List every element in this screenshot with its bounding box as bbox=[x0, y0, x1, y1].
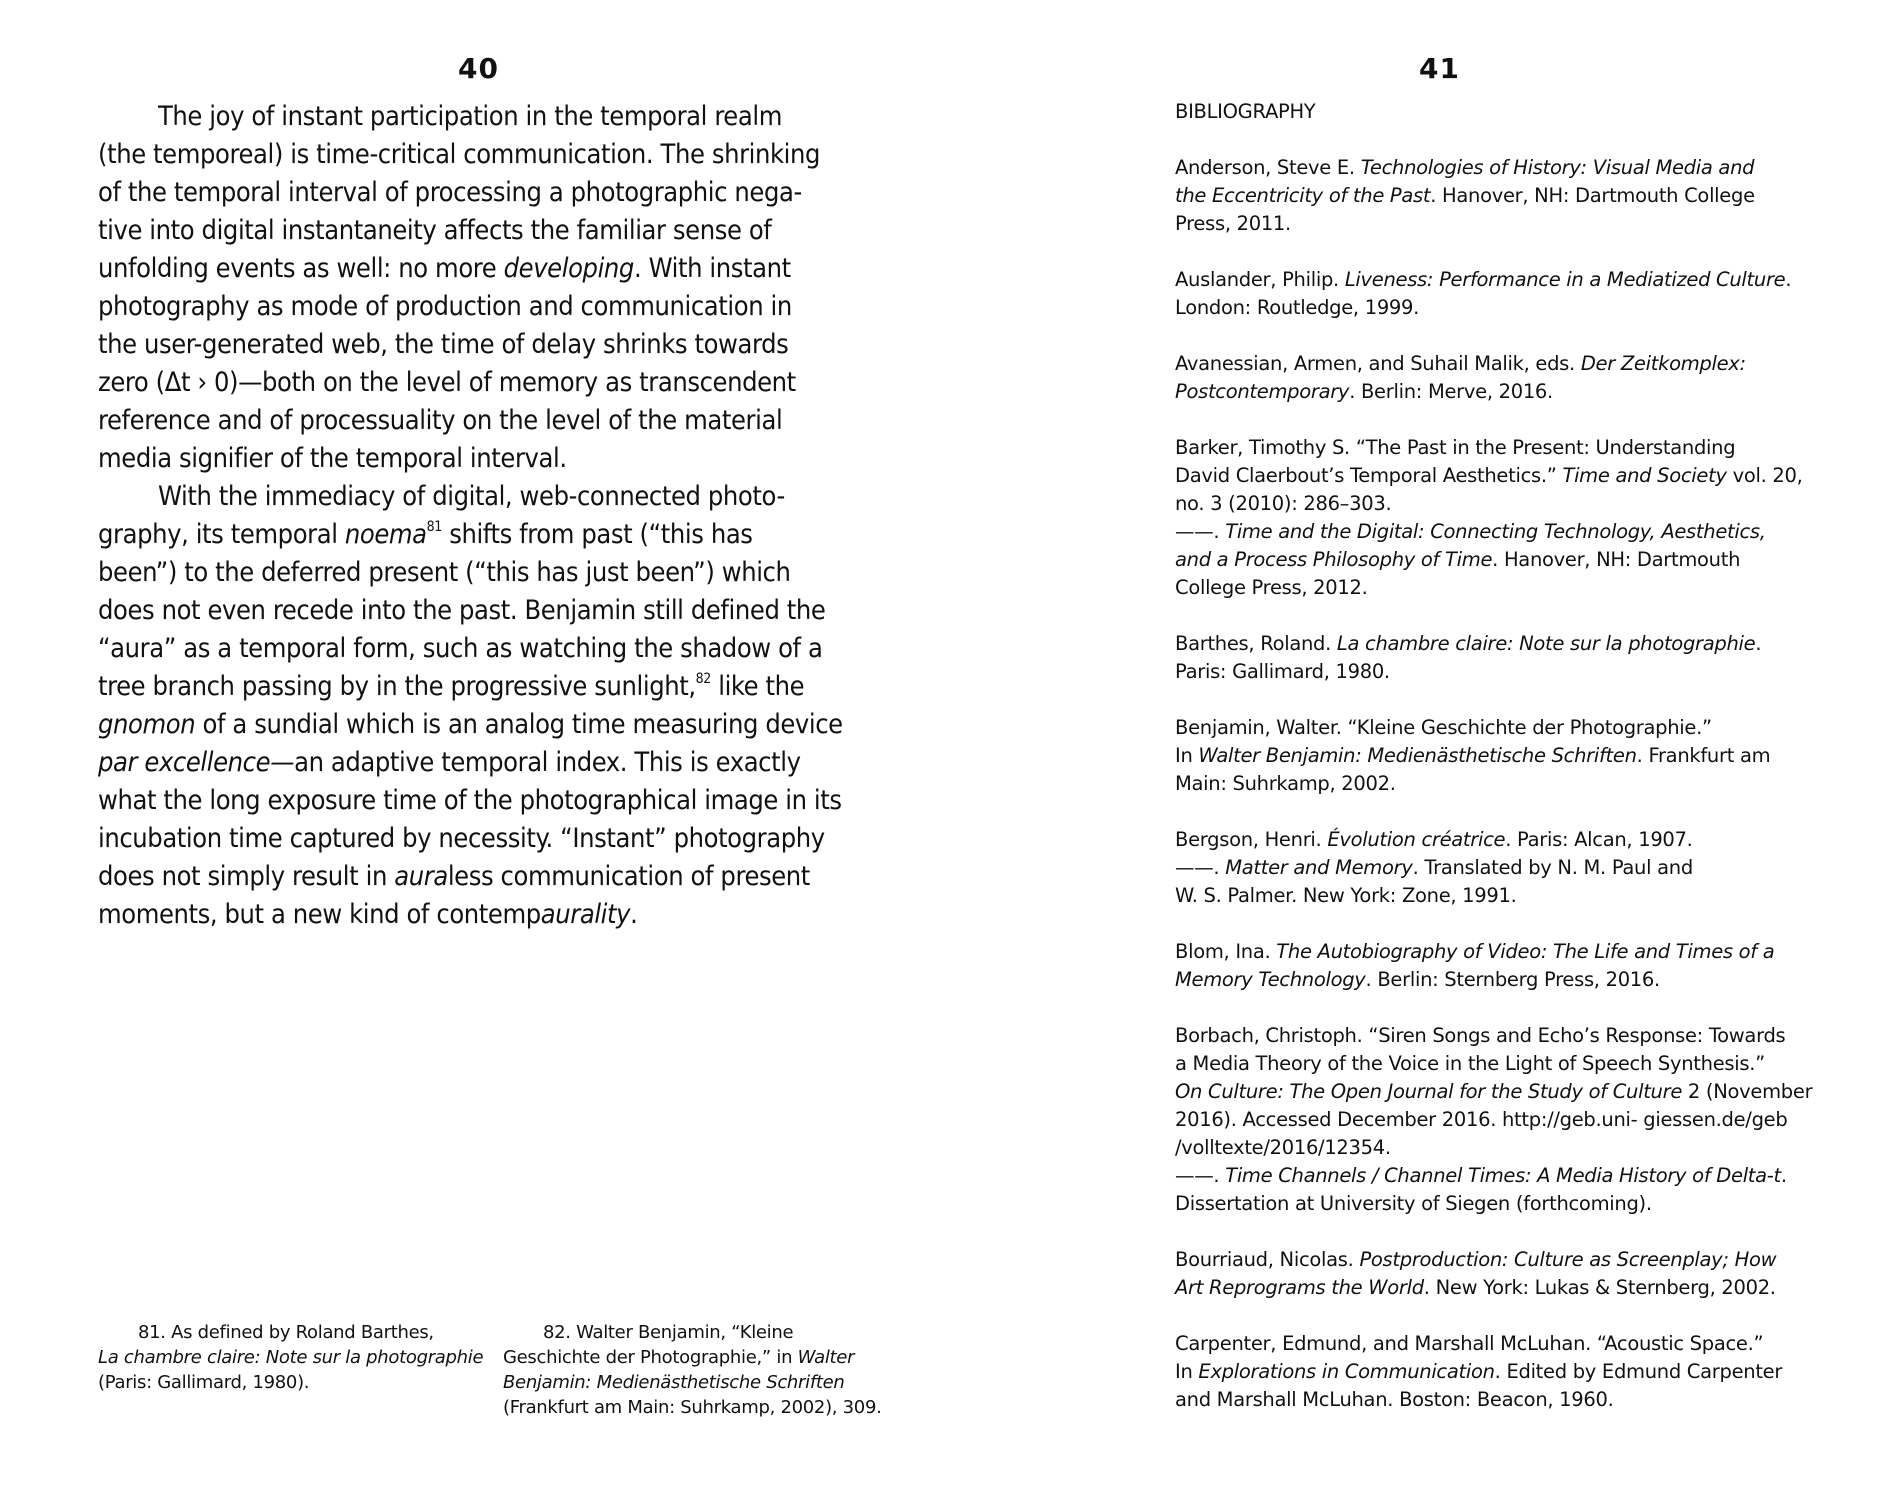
text-segment: . Edited by Edmund Carpenter bbox=[1494, 1360, 1783, 1383]
bibliography-heading: BIBLIOGRAPHY bbox=[1175, 100, 1316, 123]
text-segment: graphy, its temporal bbox=[98, 519, 345, 550]
text-line: a Media Theory of the Voice in the Light of Speech Synthesis.” bbox=[1175, 1052, 1765, 1075]
italic-term: gnomon bbox=[98, 709, 196, 740]
italic-title: Matter and Memory bbox=[1225, 856, 1413, 879]
bib-entry-borbach bbox=[1175, 1022, 1855, 1218]
text-line: Main: Suhrkamp, 2002. bbox=[1175, 772, 1396, 795]
text-segment: Geschichte der Photographie,” in bbox=[503, 1347, 798, 1368]
bib-entry-avanessian bbox=[1175, 350, 1855, 406]
text-segment: . Translated by N. M. Paul and bbox=[1412, 856, 1693, 879]
bib-entry-carpenter bbox=[1175, 1330, 1855, 1414]
italic-title: On Culture: The Open Journal for the Study of Culture bbox=[1175, 1080, 1683, 1103]
text-segment: Bourriaud, Nicolas. bbox=[1175, 1248, 1360, 1271]
bib-entry-barthes bbox=[1175, 630, 1855, 686]
italic-term: aura bbox=[394, 861, 448, 892]
bib-entry-benjamin bbox=[1175, 714, 1855, 798]
bib-entry-auslander bbox=[1175, 266, 1855, 322]
text-line: incubation time captured by necessity. “Instant” photography bbox=[98, 823, 825, 854]
text-line: been”) to the deferred present (“this has just been”) which bbox=[98, 557, 791, 588]
text-segment: moments, but a new kind of contemp bbox=[98, 899, 541, 930]
page-number: 41 bbox=[1419, 52, 1460, 85]
italic-term: developing bbox=[503, 253, 634, 284]
text-line: and Marshall McLuhan. Boston: Beacon, 1960. bbox=[1175, 1388, 1614, 1411]
italic-title: Walter bbox=[797, 1347, 855, 1368]
text-line bbox=[98, 858, 858, 896]
text-segment: . Berlin: Sternberg Press, 2016. bbox=[1365, 968, 1660, 991]
italic-title: Time and Society bbox=[1562, 464, 1727, 487]
text-segment: Barthes, Roland. bbox=[1175, 632, 1337, 655]
text-segment: . Paris: Alcan, 1907. bbox=[1505, 828, 1693, 851]
italic-title: The Autobiography of Video: The Life and Times of a bbox=[1276, 940, 1775, 963]
text-segment: In bbox=[1175, 1360, 1199, 1383]
text-segment: vol. 20, bbox=[1726, 464, 1803, 487]
italic-term: aurality bbox=[540, 899, 631, 930]
bib-entry-bergson bbox=[1175, 826, 1855, 910]
italic-title: and a Process Philosophy of Time bbox=[1175, 548, 1493, 571]
text-segment: Avanessian, Armen, and Suhail Malik, eds. bbox=[1175, 352, 1581, 375]
text-line: photography as mode of production and communication in bbox=[98, 291, 792, 322]
text-segment: . Hanover, NH: Dartmouth College bbox=[1430, 184, 1755, 207]
footnote-81 bbox=[98, 1320, 498, 1395]
text-segment: unfolding events as well: no more bbox=[98, 253, 504, 284]
footnote-line bbox=[503, 1370, 903, 1395]
text-segment: . Hanover, NH: Dartmouth bbox=[1492, 548, 1741, 571]
text-line: tive into digital instantaneity affects the familiar sense of bbox=[98, 215, 772, 246]
text-segment: of a sundial which is an analog time measuring device bbox=[195, 709, 843, 740]
text-segment: ——. bbox=[1175, 1164, 1226, 1187]
text-segment: . bbox=[1780, 1164, 1787, 1187]
text-segment: David Claerbout’s Temporal Aesthetics.” bbox=[1175, 464, 1563, 487]
text-line: “aura” as a temporal form, such as watching the shadow of a bbox=[98, 633, 823, 664]
text-line bbox=[98, 744, 858, 782]
italic-title: Der Zeitkomplex: bbox=[1580, 352, 1746, 375]
bibliography bbox=[1175, 98, 1855, 1442]
bib-entry-blom bbox=[1175, 938, 1855, 994]
text-segment: In bbox=[1175, 744, 1199, 767]
italic-title: the Eccentricity of the Past bbox=[1175, 184, 1431, 207]
text-line bbox=[98, 250, 858, 288]
url-text: /volltexte/2016/12354. bbox=[1175, 1136, 1391, 1159]
bib-entry-barker bbox=[1175, 434, 1855, 602]
text-line bbox=[98, 668, 858, 706]
url-text: 2016). Accessed December 2016. http://geb.uni- giessen.de/geb bbox=[1175, 1108, 1788, 1131]
text-line bbox=[98, 516, 858, 554]
text-segment: Auslander, Philip. bbox=[1175, 268, 1345, 291]
text-line: does not even recede into the past. Benjamin still defined the bbox=[98, 595, 826, 626]
text-segment: Bergson, Henri. bbox=[1175, 828, 1328, 851]
text-line: College Press, 2012. bbox=[1175, 576, 1368, 599]
text-segment: like the bbox=[710, 671, 805, 702]
text-segment: . Frankfurt am bbox=[1636, 744, 1771, 767]
text-segment: . bbox=[1785, 268, 1792, 291]
text-line: what the long exposure time of the photographical image in its bbox=[98, 785, 842, 816]
text-segment: . With instant bbox=[633, 253, 791, 284]
text-line: media signifier of the temporal interval. bbox=[98, 443, 567, 474]
footnote-line bbox=[503, 1345, 903, 1370]
text-line: of the temporal interval of processing a photographic nega- bbox=[98, 177, 802, 208]
text-line: Borbach, Christoph. “Siren Songs and Echo’s Response: Towards bbox=[1175, 1024, 1786, 1047]
italic-title: La chambre claire: Note sur la photographie bbox=[98, 1347, 484, 1368]
italic-title: Time Channels / Channel Times: A Media History of Delta-t bbox=[1225, 1164, 1781, 1187]
italic-title: Postcontemporary bbox=[1175, 380, 1350, 403]
body-text bbox=[98, 98, 858, 934]
italic-title: Postproduction: Culture as Screenplay; How bbox=[1359, 1248, 1777, 1271]
text-segment: less communication of present bbox=[447, 861, 810, 892]
italic-title: Art Reprograms the World bbox=[1175, 1276, 1424, 1299]
text-segment: . bbox=[1755, 632, 1762, 655]
italic-title: Évolution créatrice bbox=[1327, 828, 1506, 851]
text-segment: ——. bbox=[1175, 856, 1226, 879]
footnote-ref-82[interactable]: 82 bbox=[695, 671, 711, 687]
text-segment: Blom, Ina. bbox=[1175, 940, 1277, 963]
text-line bbox=[98, 706, 858, 744]
text-segment: . bbox=[630, 899, 638, 930]
footnote-82 bbox=[503, 1320, 903, 1420]
text-segment: . Berlin: Merve, 2016. bbox=[1349, 380, 1553, 403]
italic-title: Time and the Digital: Connecting Technology, Aesthetics, bbox=[1225, 520, 1766, 543]
bib-entry-bourriaud bbox=[1175, 1246, 1855, 1302]
footnote-line: (Paris: Gallimard, 1980). bbox=[98, 1372, 310, 1393]
italic-title: Walter Benjamin: Medienästhetische Schriften bbox=[1198, 744, 1637, 767]
footnote-line: 82. Walter Benjamin, “Kleine bbox=[543, 1322, 794, 1343]
text-segment: tree branch passing by in the progressive sunlight, bbox=[98, 671, 696, 702]
text-line: With the immediacy of digital, web-connected photo- bbox=[158, 481, 785, 512]
text-segment: Anderson, Steve E. bbox=[1175, 156, 1361, 179]
text-line: Benjamin, Walter. “Kleine Geschichte der Photographie.” bbox=[1175, 716, 1712, 739]
italic-title: Explorations in Communication bbox=[1198, 1360, 1495, 1383]
italic-title: Technologies of History: Visual Media and bbox=[1360, 156, 1755, 179]
footnote-line bbox=[98, 1345, 498, 1370]
text-line: the user-generated web, the time of delay shrinks towards bbox=[98, 329, 789, 360]
text-line: no. 3 (2010): 286–303. bbox=[1175, 492, 1392, 515]
text-line: London: Routledge, 1999. bbox=[1175, 296, 1420, 319]
text-line: zero (Δt › 0)—both on the level of memory as transcendent bbox=[98, 367, 796, 398]
text-segment: —an adaptive temporal index. This is exactly bbox=[270, 747, 801, 778]
text-line: (the temporeal) is time-critical communication. The shrinking bbox=[98, 139, 821, 170]
page-number: 40 bbox=[458, 52, 499, 85]
text-line: Press, 2011. bbox=[1175, 212, 1291, 235]
footnote-ref-81[interactable]: 81 bbox=[426, 519, 442, 535]
text-line: reference and of processuality on the level of the material bbox=[98, 405, 783, 436]
italic-title: La chambre claire: Note sur la photographie bbox=[1336, 632, 1756, 655]
italic-term: noema bbox=[344, 519, 427, 550]
italic-title: Memory Technology bbox=[1175, 968, 1366, 991]
italic-title: Benjamin: Medienästhetische Schriften bbox=[503, 1372, 845, 1393]
italic-title: Liveness: Performance in a Mediatized Culture bbox=[1344, 268, 1786, 291]
text-line: Carpenter, Edmund, and Marshall McLuhan. “Acoustic Space.” bbox=[1175, 1332, 1764, 1355]
footnote-line: 81. As defined by Roland Barthes, bbox=[138, 1322, 434, 1343]
text-line: Barker, Timothy S. “The Past in the Present: Understanding bbox=[1175, 436, 1736, 459]
footnote-line: (Frankfurt am Main: Suhrkamp, 2002), 309. bbox=[503, 1397, 882, 1418]
text-segment: shifts from past (“this has bbox=[441, 519, 753, 550]
italic-term: par excellence bbox=[98, 747, 271, 778]
text-segment: does not simply result in bbox=[98, 861, 395, 892]
text-line: Paris: Gallimard, 1980. bbox=[1175, 660, 1390, 683]
text-line: The joy of instant participation in the temporal realm bbox=[158, 101, 782, 132]
right-page bbox=[947, 0, 1894, 1500]
bib-entry-anderson bbox=[1175, 154, 1855, 238]
text-line: W. S. Palmer. New York: Zone, 1991. bbox=[1175, 884, 1517, 907]
text-line bbox=[98, 896, 858, 934]
text-segment: 2 (November bbox=[1682, 1080, 1813, 1103]
text-line: Dissertation at University of Siegen (forthcoming). bbox=[1175, 1192, 1652, 1215]
text-segment: . New York: Lukas & Sternberg, 2002. bbox=[1423, 1276, 1776, 1299]
text-segment: ——. bbox=[1175, 520, 1226, 543]
